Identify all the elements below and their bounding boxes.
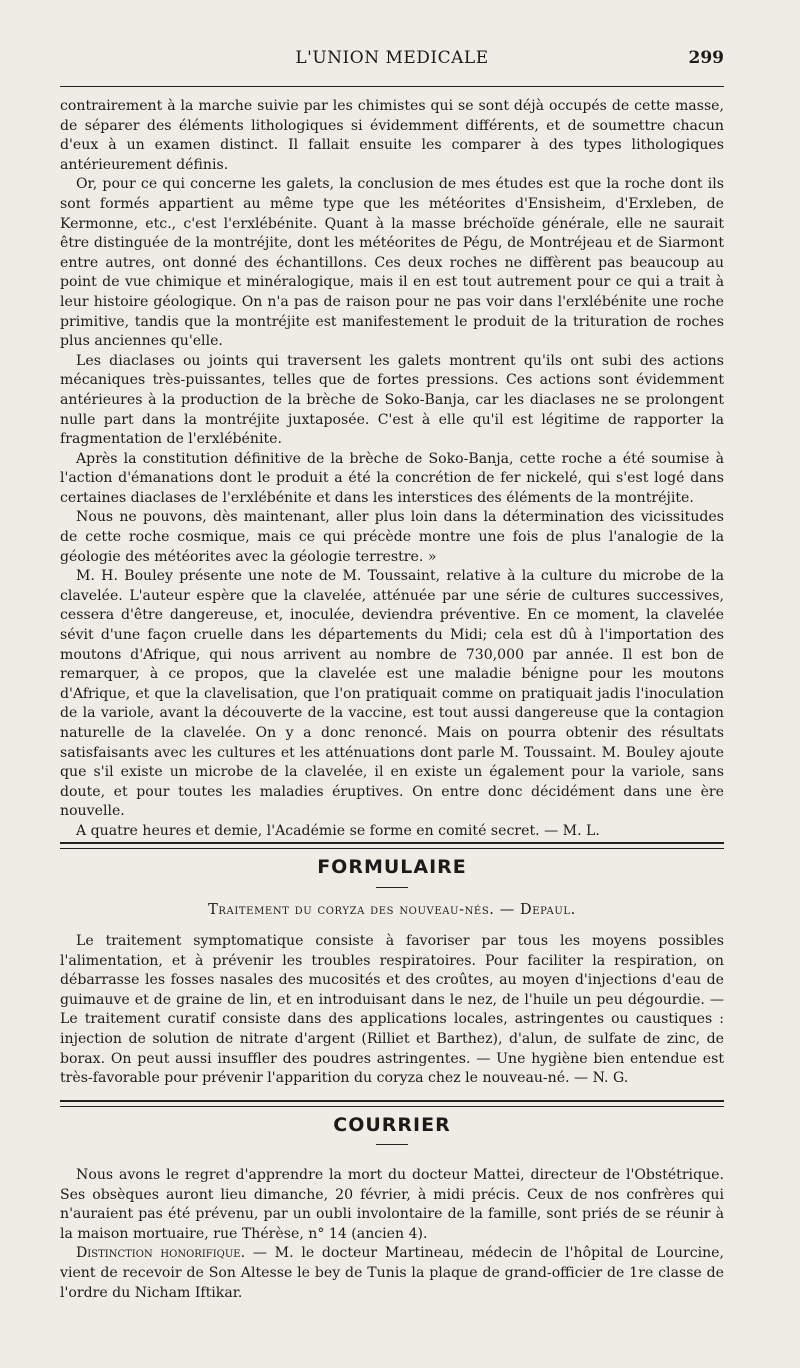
header-rule [60, 86, 724, 87]
title-rule [376, 1144, 408, 1145]
article-paragraph: M. H. Bouley présente une note de M. Toussaint, relative à la culture du microbe de la clavelée. L'auteur espère que la clavelée, atténuée par une série de cultures successives, cessera d'être dangereuse, et, inoculée, deviendra préventive. En ce moment, la clavelée sévit d'une façon cruelle dans les départements du Midi; cela est dû à l'importation des moutons d'Afrique, qui nous arrivent au nombre de 730,000 par année. Il est bon de remarquer, à ce propos, que la clavelée est une maladie bénigne pour les moutons d'Afrique, et que la clavelisation, que l'on pratiquait comme on pratiquait jadis l'inoculation de la variole, avant la découverte de la vaccine, est tout aussi dangereuse que la contagion naturelle de la clavelée. On y a donc renoncé. Mais on pourra obtenir des résultats satisfaisants avec les cultures et les atténuations dont parle M. Toussaint. M. Bouley ajoute que s'il existe un microbe de la clavelée, il en existe un également pour la variole, sans doute, et pour toutes les maladies éruptives. On entre donc décidément dans une ère nouvelle. [60, 568, 724, 820]
formulaire-body [60, 932, 724, 1089]
page-number: 299 [688, 48, 724, 68]
formulaire-subheading: Traitement du coryza des nouveau-nés. — Depaul. [208, 902, 576, 918]
formulaire-paragraph: Le traitement symptomatique consiste à favoriser par tous les moyens possibles l'alimentation, et à prévenir les troubles respiratoires. Pour faciliter la respiration, on débarrasse les fosses nasales des mucosités et des croûtes, au moyen d'injections d'eau de guimauve et de graine de lin, et en introduisant dans le nez, de l'huile un peu dégourdie. — Le traitement curatif consiste dans des applications locales, astringentes ou caustiques : injection de solution de nitrate d'argent (Rilliet et Barthez), d'alun, de sulfate de zinc, de borax. On peut aussi insuffler des poudres astringentes. — Une hygiène bien entendue est très-favorable pour prévenir l'apparition du coryza chez le nouveau-né. — N. G. [60, 933, 724, 1087]
article-paragraph: contrairement à la marche suivie par les chimistes qui se sont déjà occupés de cette masse, de séparer des éléments lithologiques si évidemment différents, et de soumettre chacun d'eux à un examen distinct. Il fallait ensuite les comparer à des types lithologiques antérieurement définis. [60, 98, 724, 173]
distinction-paragraph [60, 1244, 724, 1303]
courrier-paragraph: Nous avons le regret d'apprendre la mort du docteur Mattei, directeur de l'Obstétrique. Ses obsèques auront lieu dimanche, 20 février, à midi précis. Ceux de nos confrères qui n'auraient pas été prévenu, par un oubli involontaire de la famille, sont priés de se réunir à la maison mortuaire, rue Thérèse, n° 14 (ancien 4). [60, 1167, 724, 1242]
article-paragraph: Or, pour ce qui concerne les galets, la conclusion de mes études est que la roche dont ils sont formés appartient au même type que les météorites d'Ensisheim, d'Erxleben, de Kermonne, etc., c'est l'erxlébénite. Quant à la masse bréchoïde générale, elle ne saurait être distinguée de la montréjite, dont les météorites de Pégu, de Montréjeau et de Siarmont entre autres, ont donné des échantillons. Ces deux roches ne diffèrent pas beaucoup au point de vue chimique et minéralogique, mais il en est tout autrement pour ce qui a trait à leur histoire géologique. On n'a pas de raison pour ne pas voir dans l'erxlébénite une roche primitive, tandis que la montréjite est manifestement le produit de la trituration de roches plus anciennes qu'elle. [60, 176, 724, 350]
distinction-text: — M. le docteur Martineau, médecin de l'hôpital de Lourcine, vient de recevoir de Son Altesse le bey de Tunis la plaque de grand-officier de 1re classe de l'ordre du Nicham Iftikar. [60, 1245, 724, 1301]
courrier-title: COURRIER [333, 1114, 451, 1136]
article-body [60, 97, 724, 842]
section-divider [60, 842, 724, 849]
article-paragraph: Après la constitution définitive de la brèche de Soko-Banja, cette roche a été soumise à l'action d'émanations dont le produit a été la concrétion de fer nickelé, qui s'est logé dans certaines diaclases de l'erxlébénite et dans les interstices des éléments de la montréjite. [60, 450, 724, 506]
formulaire-title: FORMULAIRE [317, 856, 467, 878]
section-divider [60, 1100, 724, 1107]
article-paragraph: Les diaclases ou joints qui traversent les galets montrent qu'ils ont subi des actions mécaniques très-puissantes, telles que de fortes pressions. Ces actions sont évidemment antérieures à la production de la brèche de Soko-Banja, car les diaclases ne se prolongent nulle part dans la montréjite juxtaposée. C'est à elle qu'il est légitime de rapporter la fragmentation de l'erxlébénite. [60, 352, 724, 448]
title-rule [376, 887, 408, 888]
distinction-label: Distinction honorifique. [76, 1245, 246, 1262]
article-paragraph: A quatre heures et demie, l'Académie se forme en comité secret. — M. L. [76, 822, 600, 839]
courrier-body [60, 1166, 724, 1303]
journal-title: L'UNION MEDICALE [295, 48, 489, 68]
article-paragraph: Nous ne pouvons, dès maintenant, aller plus loin dans la détermination des vicissitudes de cette roche cosmique, mais ce qui précède montre une fois de plus l'analogie de la géologie des météorites avec la géologie terrestre. » [60, 509, 724, 565]
running-header [60, 48, 724, 78]
